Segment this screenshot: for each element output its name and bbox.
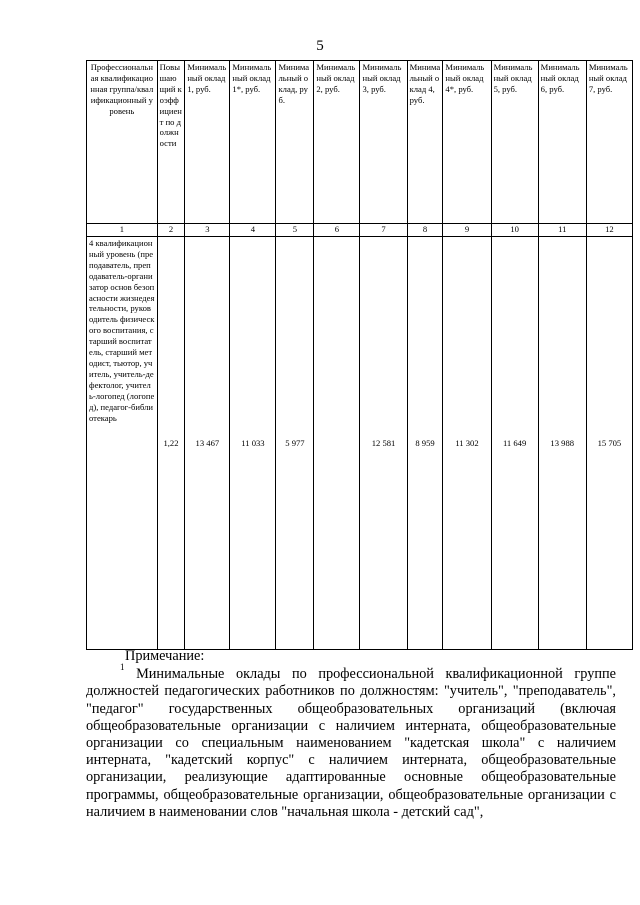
header-salary: Минимальный оклад, руб. <box>276 61 314 224</box>
salary-cell: 5 977 <box>276 237 314 650</box>
position-cell: 4 квалификационный уровень (преподаватель, преподаватель-организатор основ безопасности жизнедеятельности, руководитель физического воспитания, старший воспитатель, старший методист, тьютор, учитель, учитель-дефектолог, учитель-логопед (логопед), педагог-библиотекарь <box>87 237 158 650</box>
header-salary-1: Минимальный оклад 1, руб. <box>185 61 230 224</box>
salary-cell <box>314 237 360 650</box>
salary-cell: 12 581 <box>360 237 407 650</box>
header-salary-4-star: Минимальный оклад 4*, руб. <box>443 61 491 224</box>
header-salary-3: Минимальный оклад 3, руб. <box>360 61 407 224</box>
column-number: 2 <box>157 224 185 237</box>
salary-cell: 13 988 <box>538 237 586 650</box>
column-number: 3 <box>185 224 230 237</box>
salary-cell: 11 649 <box>491 237 538 650</box>
header-salary-1-star: Минимальный оклад 1*, руб. <box>230 61 276 224</box>
header-qualification-group: Профессиональная квалификационная группа/квалификационный уровень <box>87 61 158 224</box>
header-row <box>87 61 633 224</box>
note-title: Примечание: <box>125 648 205 664</box>
header-salary-2: Минимальный оклад 2, руб. <box>314 61 360 224</box>
header-salary-4: Минимальный оклад 4, руб. <box>407 61 443 224</box>
header-salary-7: Минимальный оклад 7, руб. <box>586 61 632 224</box>
coefficient-cell: 1,22 <box>157 237 185 650</box>
salary-cell: 13 467 <box>185 237 230 650</box>
header-salary-5: Минимальный оклад 5, руб. <box>491 61 538 224</box>
salary-table <box>86 60 633 650</box>
header-coefficient: Повышающий коэффициент по должности <box>157 61 185 224</box>
column-number: 4 <box>230 224 276 237</box>
column-number: 11 <box>538 224 586 237</box>
column-number: 6 <box>314 224 360 237</box>
column-number: 10 <box>491 224 538 237</box>
column-number: 5 <box>276 224 314 237</box>
column-number: 7 <box>360 224 407 237</box>
salary-cell: 11 033 <box>230 237 276 650</box>
column-number: 12 <box>586 224 632 237</box>
note-section <box>86 648 616 821</box>
column-number: 8 <box>407 224 443 237</box>
column-number: 1 <box>87 224 158 237</box>
note-text: Минимальные оклады по профессиональной квалификационной группе должностей педагогических работников по должностям: "учитель", "преподаватель", "педагог" государственных общеобразовательных организаций (включая общеобразовательные организации с наличием интерната, общеобразовательные организации со специальным наименованием "кадетская школа" с наличием интерната, "кадетский корпус" с наличием интерната, общеобразовательные организации, реализующие адаптированные основные общеобразовательные программы, общеобразовательные организации, общеобразовательные организации с наличием в наименовании слов "начальная школа - детский сад", <box>86 666 616 820</box>
footnote-mark: 1 <box>120 662 125 673</box>
salary-cell: 11 302 <box>443 237 491 650</box>
table-row <box>87 237 633 650</box>
page-number: 5 <box>316 38 324 54</box>
column-number-row <box>87 224 633 237</box>
salary-cell: 8 959 <box>407 237 443 650</box>
header-salary-6: Минимальный оклад 6, руб. <box>538 61 586 224</box>
column-number: 9 <box>443 224 491 237</box>
note-paragraph <box>86 662 616 821</box>
salary-cell: 15 705 <box>586 237 632 650</box>
